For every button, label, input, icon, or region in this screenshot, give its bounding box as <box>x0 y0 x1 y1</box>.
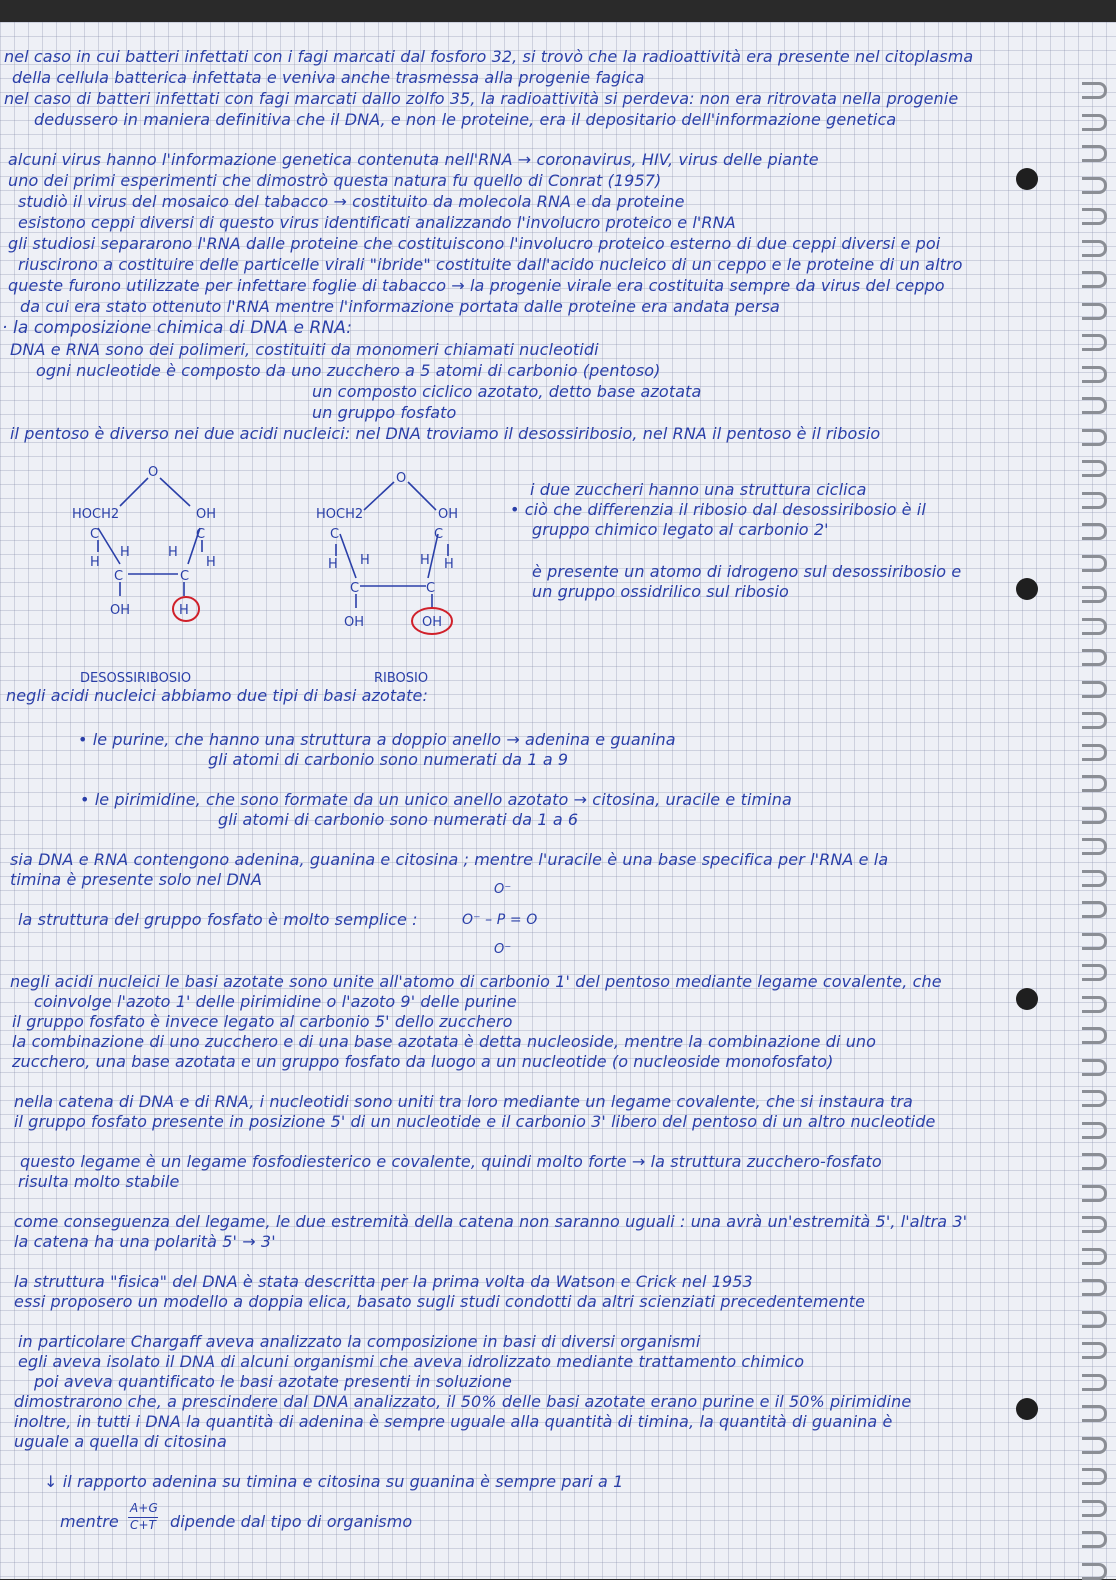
c-label: C <box>434 527 444 542</box>
note-line: della cellula batterica infettata e veniva anche trasmessa alla progenie fagica <box>12 68 645 87</box>
oh-label: OH <box>438 507 459 522</box>
spiral-coil <box>1082 303 1107 320</box>
spiral-coil <box>1082 1090 1107 1107</box>
note-line: il gruppo fosfato è invece legato al carbonio 5' dello zucchero <box>12 1012 513 1031</box>
section-heading: · la composizione chimica di DNA e RNA: <box>2 318 353 338</box>
note-line: • ciò che differenzia il ribosio dal desossiribosio è il <box>510 500 926 519</box>
punch-hole <box>1016 578 1038 600</box>
note-line: poi aveva quantificato le basi azotate presenti in soluzione <box>34 1372 512 1391</box>
note-line: gli atomi di carbonio sono numerati da 1 a 9 <box>208 750 569 769</box>
c-label: C <box>196 527 206 542</box>
spiral-coil <box>1082 1216 1107 1233</box>
note-line: un composto ciclico azotato, detto base azotata <box>312 382 702 401</box>
note-line: dedussero in maniera definitiva che il DNA, e non le proteine, era il depositario dell'informazione genetica <box>34 110 897 129</box>
spiral-coil <box>1082 1405 1107 1422</box>
note-line: egli aveva isolato il DNA di alcuni organismi che aveva idrolizzato mediante trattamento chimico <box>18 1352 805 1371</box>
h-label: H <box>90 555 100 570</box>
spiral-coil <box>1082 1153 1107 1170</box>
h-label: H <box>179 603 189 618</box>
note-line: gli studiosi separarono l'RNA dalle proteine che costituiscono l'involucro proteico esterno di due ceppi diversi e poi <box>8 234 941 253</box>
spiral-coil <box>1082 1500 1107 1517</box>
spiral-coil <box>1082 775 1107 792</box>
spiral-coil <box>1082 271 1107 288</box>
c-label: C <box>330 527 340 542</box>
note-line: • le pirimidine, che sono formate da un unico anello azotato → citosina, uracile e timina <box>80 790 792 809</box>
spiral-coil <box>1082 838 1107 855</box>
h-label: H <box>206 555 216 570</box>
notebook-page <box>0 22 1116 1579</box>
spiral-coil <box>1082 1027 1107 1044</box>
phosphate-bottom: O⁻ <box>494 942 512 957</box>
note-line: essi proposero un modello a doppia elica, basato sugli studi condotti da altri scienziati precedentemente <box>14 1292 866 1311</box>
h-label: H <box>168 545 178 560</box>
fraction-numerator: A+G <box>130 1501 158 1515</box>
spiral-coil <box>1082 82 1107 99</box>
spiral-coil <box>1082 1563 1107 1580</box>
spiral-coil <box>1082 649 1107 666</box>
oh-label: OH <box>110 603 131 618</box>
note-line: alcuni virus hanno l'informazione genetica contenuta nell'RNA → coronavirus, HIV, virus delle piante <box>8 150 819 169</box>
spiral-coil <box>1082 996 1107 1013</box>
note-line: i due zuccheri hanno una struttura ciclica <box>530 480 867 499</box>
note-line: come conseguenza del legame, le due estremità della catena non saranno uguali : una avrà un'estremità 5', l'altra 3' <box>14 1212 968 1231</box>
spiral-coil <box>1082 1122 1107 1139</box>
spiral-coil <box>1082 933 1107 950</box>
note-line: la struttura del gruppo fosfato è molto semplice : <box>18 910 418 929</box>
note-line: il pentoso è diverso nei due acidi nucleici: nel DNA troviamo il desossiribosio, nel RNA il pentoso è il ribosio <box>10 424 881 443</box>
spiral-coil <box>1082 366 1107 383</box>
spiral-coil <box>1082 177 1107 194</box>
note-line: riuscirono a costituire delle particelle virali "ibride" costituite dall'acido nucleico di un ceppo e le proteine di un altro <box>18 255 963 274</box>
spiral-coil <box>1082 901 1107 918</box>
punch-hole <box>1016 168 1038 190</box>
note-line: in particolare Chargaff aveva analizzato la composizione in basi di diversi organismi <box>18 1332 701 1351</box>
spiral-coil <box>1082 1185 1107 1202</box>
spiral-coil <box>1082 460 1107 477</box>
spiral-coil <box>1082 681 1107 698</box>
note-line: DNA e RNA sono dei polimeri, costituiti da monomeri chiamati nucleotidi <box>10 340 599 359</box>
c-label: C <box>180 569 190 584</box>
note-line: risulta molto stabile <box>18 1172 180 1191</box>
h-label: H <box>444 557 454 572</box>
spiral-coil <box>1082 1374 1107 1391</box>
note-line: queste furono utilizzate per infettare foglie di tabacco → la progenie virale era costituita sempre da virus del ceppo <box>8 276 945 295</box>
note-line: • le purine, che hanno una struttura a doppio anello → adenina e guanina <box>78 730 676 749</box>
sugar-structures-diagram <box>60 456 500 686</box>
note-line: è presente un atomo di idrogeno sul desossiribosio e <box>532 562 962 581</box>
note-line: negli acidi nucleici abbiamo due tipi di basi azotate: <box>6 686 428 705</box>
note-line: ogni nucleotide è composto da uno zucchero a 5 atomi di carbonio (pentoso) <box>36 361 661 380</box>
fraction-denominator: C+T <box>130 1518 157 1532</box>
note-line: timina è presente solo nel DNA <box>10 870 263 889</box>
note-line: zucchero, una base azotata e un gruppo fosfato da luogo a un nucleotide (o nucleoside monofosfato) <box>12 1052 834 1071</box>
note-line: nel caso in cui batteri infettati con i fagi marcati dal fosforo 32, si trovò che la radioattività era presente nel citoplasma <box>4 47 974 66</box>
spiral-coil <box>1082 1311 1107 1328</box>
spiral-coil <box>1082 397 1107 414</box>
note-line: nel caso di batteri infettati con fagi marcati dallo zolfo 35, la radioattività si perdeva: non era ritrovata nella progenie <box>4 89 959 108</box>
note-line: questo legame è un legame fosfodiesterico e covalente, quindi molto forte → la struttura zucchero-fosfato <box>20 1152 882 1171</box>
spiral-coil <box>1082 1468 1107 1485</box>
note-line: esistono ceppi diversi di questo virus identificati analizzando l'involucro proteico e l'RNA <box>18 213 736 232</box>
spiral-coil <box>1082 586 1107 603</box>
spiral-coil <box>1082 492 1107 509</box>
c-label: C <box>90 527 100 542</box>
spiral-coil <box>1082 145 1107 162</box>
spiral-coil <box>1082 807 1107 824</box>
note-line: mentre <box>60 1512 119 1531</box>
h-label: H <box>420 553 430 568</box>
note-line: il gruppo fosfato presente in posizione 5' di un nucleotide e il carbonio 3' libero del pentoso di un altro nucleotide <box>14 1112 936 1131</box>
spiral-coil <box>1082 964 1107 981</box>
oxygen-label: O <box>396 471 407 486</box>
punch-hole <box>1016 1398 1038 1420</box>
note-line: dimostrarono che, a prescindere dal DNA analizzato, il 50% delle basi azotate erano purine e il 50% pirimidine <box>14 1392 912 1411</box>
note-line: uguale a quella di citosina <box>14 1432 227 1451</box>
note-line: la combinazione di uno zucchero e di una base azotata è detta nucleoside, mentre la combinazione di uno <box>12 1032 877 1051</box>
hoch2-label: HOCH2 <box>72 507 120 522</box>
note-line: gruppo chimico legato al carbonio 2' <box>532 520 829 539</box>
note-line: ↓ il rapporto adenina su timina e citosina su guanina è sempre pari a 1 <box>44 1472 624 1491</box>
oxygen-label: O <box>148 465 159 480</box>
spiral-coil <box>1082 523 1107 540</box>
note-line: gli atomi di carbonio sono numerati da 1 a 6 <box>218 810 579 829</box>
spiral-coil <box>1082 114 1107 131</box>
c-label: C <box>426 581 436 596</box>
spiral-coil <box>1082 1248 1107 1265</box>
phosphate-middle: O⁻ – P = O <box>462 912 538 928</box>
h-label: H <box>120 545 130 560</box>
deoxyribose-caption: DESOSSIRIBOSIO <box>80 671 192 686</box>
hoch2-label: HOCH2 <box>316 507 364 522</box>
spiral-coil <box>1082 744 1107 761</box>
h-label: H <box>328 557 338 572</box>
c-label: C <box>350 581 360 596</box>
spiral-coil <box>1082 334 1107 351</box>
oh-label: OH <box>196 507 217 522</box>
spiral-coil <box>1082 240 1107 257</box>
spiral-coil <box>1082 1437 1107 1454</box>
note-line: coinvolge l'azoto 1' delle pirimidine o l'azoto 9' delle purine <box>34 992 517 1011</box>
spiral-coil <box>1082 870 1107 887</box>
note-line: un gruppo ossidrilico sul ribosio <box>532 582 789 601</box>
spiral-coil <box>1082 1059 1107 1076</box>
oh-label: OH <box>422 615 443 630</box>
spiral-coil <box>1082 712 1107 729</box>
spiral-coil <box>1082 429 1107 446</box>
h-label: H <box>360 553 370 568</box>
note-line: negli acidi nucleici le basi azotate sono unite all'atomo di carbonio 1' del pentoso mediante legame covalente, che <box>10 972 942 991</box>
spiral-coil <box>1082 1531 1107 1548</box>
note-line: un gruppo fosfato <box>312 403 457 422</box>
note-line: la catena ha una polarità 5' → 3' <box>14 1232 276 1251</box>
note-line: inoltre, in tutti i DNA la quantità di adenina è sempre uguale alla quantità di timina, la quantità di guanina è <box>14 1412 893 1431</box>
oh-label: OH <box>344 615 365 630</box>
ribose-caption: RIBOSIO <box>374 671 429 686</box>
phosphate-top: O⁻ <box>494 882 512 897</box>
c-label: C <box>114 569 124 584</box>
note-line: studiò il virus del mosaico del tabacco → costituito da molecola RNA e da proteine <box>18 192 685 211</box>
spiral-coil <box>1082 1342 1107 1359</box>
note-line: da cui era stato ottenuto l'RNA mentre l'informazione portata dalle proteine era andata persa <box>20 297 780 316</box>
spiral-coil <box>1082 618 1107 635</box>
note-line: la struttura "fisica" del DNA è stata descritta per la prima volta da Watson e Crick nel 1953 <box>14 1272 753 1291</box>
note-line: sia DNA e RNA contengono adenina, guanina e citosina ; mentre l'uracile è una base specifica per l'RNA e la <box>10 850 889 869</box>
punch-hole <box>1016 988 1038 1010</box>
spiral-coil <box>1082 555 1107 572</box>
spiral-coil <box>1082 1279 1107 1296</box>
spiral-coil <box>1082 208 1107 225</box>
note-line: nella catena di DNA e di RNA, i nucleotidi sono uniti tra loro mediante un legame covalente, che si instaura tra <box>14 1092 913 1111</box>
note-line: uno dei primi esperimenti che dimostrò questa natura fu quello di Conrat (1957) <box>8 171 662 190</box>
note-line: dipende dal tipo di organismo <box>170 1512 413 1531</box>
